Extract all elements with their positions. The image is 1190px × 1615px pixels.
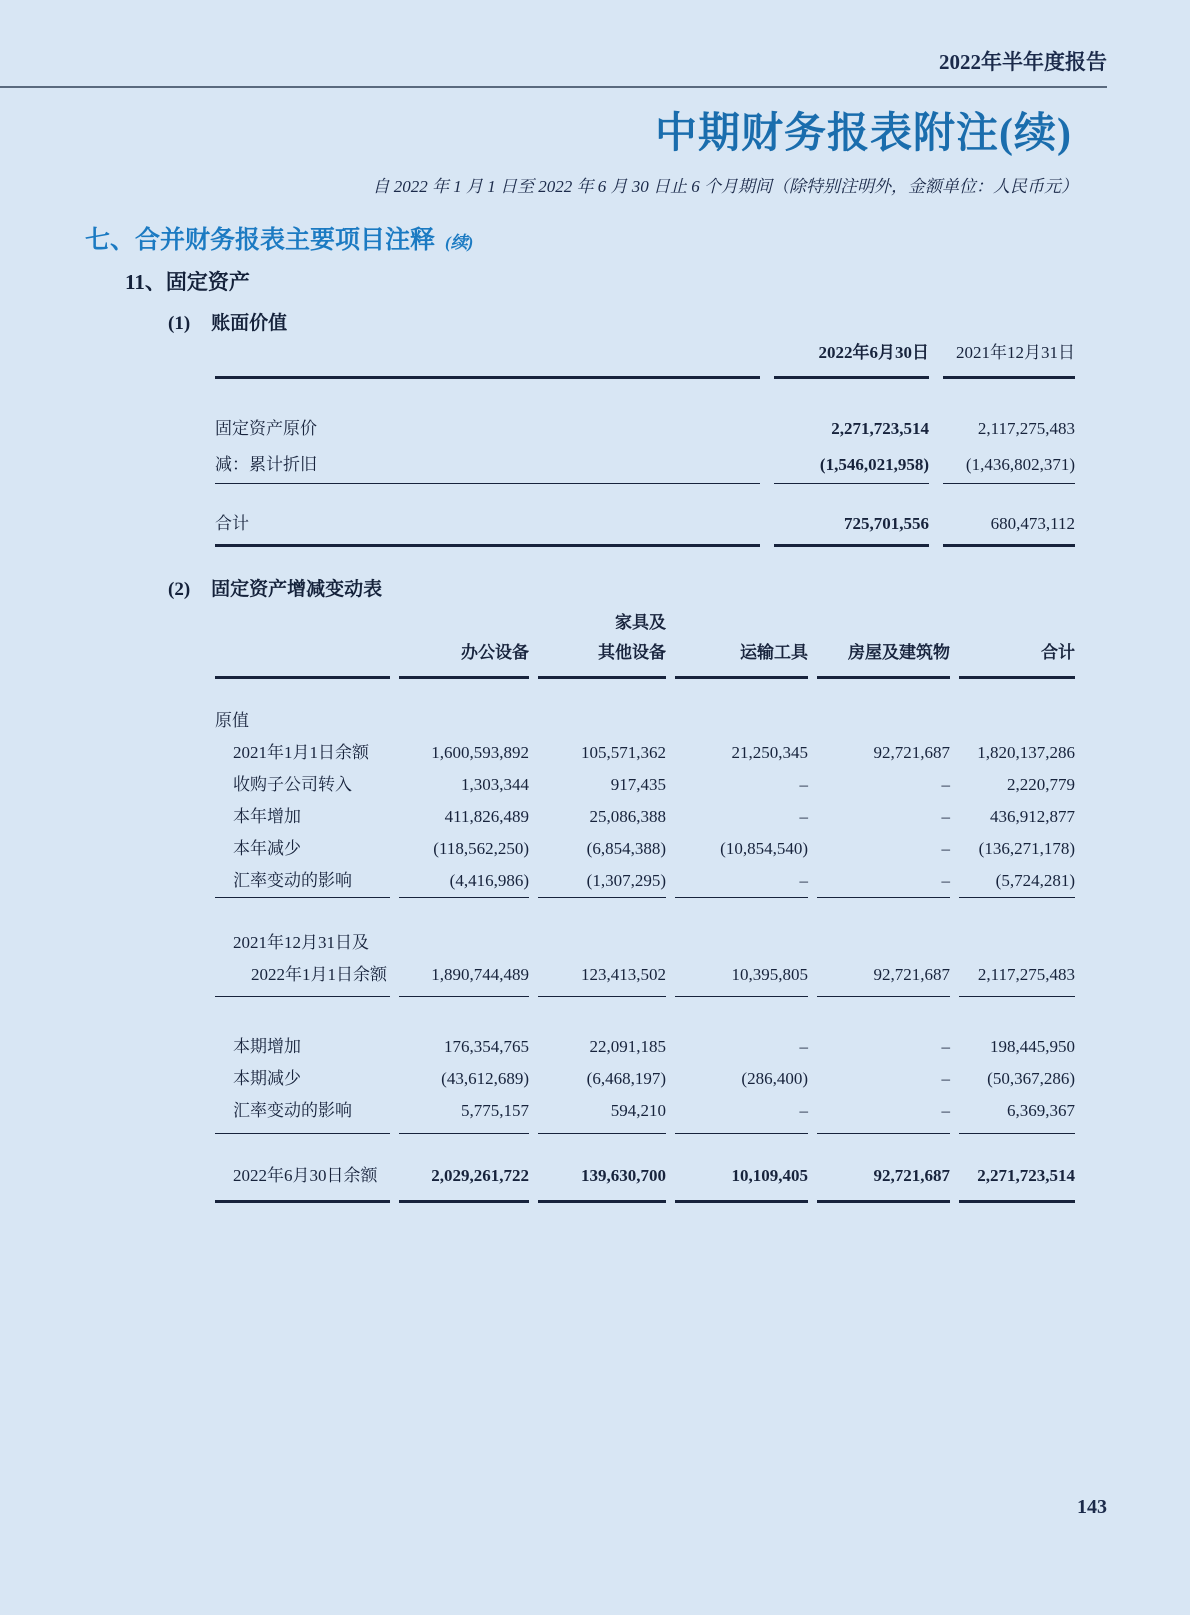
cell-value: 2,271,723,514 [831, 419, 929, 438]
table-row [215, 801, 1075, 833]
section-heading-text: 七、合并财务报表主要项目注释 [85, 227, 436, 254]
cell-value: 2,117,275,483 [977, 965, 1075, 984]
row-label: 本年减少 [233, 839, 301, 858]
cell-value: 25,086,388 [589, 807, 666, 826]
row-label: 本年增加 [233, 807, 301, 826]
table-closing-balance-row [215, 1158, 1075, 1200]
row-label: 原值 [215, 711, 249, 730]
table-row [215, 1031, 1075, 1063]
cell-value: – [941, 839, 950, 858]
table-header-group-row [215, 608, 1075, 638]
table-row [215, 411, 1075, 447]
cell-value: 5,775,157 [461, 1101, 529, 1120]
subsection-2-title: 固定资产增减变动表 [211, 579, 383, 600]
cell-value: 1,890,744,489 [431, 965, 529, 984]
cell-value: 2,117,275,483 [977, 419, 1075, 438]
table-rule [215, 483, 1075, 484]
cell-value: – [941, 1037, 950, 1056]
document-title: 中期财务报表附注(续) [655, 111, 1072, 157]
cell-value: 725,701,556 [844, 514, 929, 533]
table-rule [215, 897, 1075, 898]
column-header: 运输工具 [740, 643, 808, 662]
table-rule [215, 996, 1075, 997]
column-header: 合计 [1041, 643, 1075, 662]
table-row [215, 928, 1075, 958]
cell-value: – [941, 775, 950, 794]
cell-value: (1,546,021,958) [819, 455, 929, 474]
cell-value: (1,436,802,371) [965, 455, 1075, 474]
cell-value: 123,413,502 [581, 965, 666, 984]
cell-value: 6,369,367 [1007, 1101, 1075, 1120]
cell-value: 176,354,765 [444, 1037, 529, 1056]
carrying-value-table [215, 340, 1075, 547]
cell-value: (286,400) [741, 1069, 808, 1088]
report-header: 2022年半年度报告 [939, 50, 1107, 74]
item-heading: 11、固定资产 [125, 270, 250, 294]
cell-value: – [799, 1037, 808, 1056]
cell-value: 2,220,779 [1007, 775, 1075, 794]
table-header-row [215, 340, 1075, 376]
row-label: 汇率变动的影响 [233, 871, 352, 890]
row-label: 2022年6月30日余额 [233, 1166, 378, 1185]
table-row [215, 769, 1075, 801]
cell-value: 1,820,137,286 [977, 743, 1075, 762]
cell-value: – [941, 1069, 950, 1088]
table-rule [215, 676, 1075, 679]
cell-value: – [941, 807, 950, 826]
table-row [215, 1095, 1075, 1133]
cell-value: (1,307,295) [586, 871, 666, 890]
cell-value: (50,367,286) [987, 1069, 1075, 1088]
cell-value: 92,721,687 [873, 743, 950, 762]
cell-value: (136,271,178) [978, 839, 1075, 858]
cell-value: (43,612,689) [441, 1069, 529, 1088]
cell-value: 594,210 [610, 1101, 666, 1120]
table-row [215, 447, 1075, 483]
table-rule [215, 376, 1075, 379]
cell-value: 917,435 [610, 775, 666, 794]
table-row [215, 865, 1075, 897]
cell-value: 10,109,405 [731, 1166, 808, 1185]
row-label: 2022年1月1日余额 [251, 965, 387, 984]
row-label: 减：累计折旧 [215, 455, 317, 474]
document-subtitle: 自 2022 年 1 月 1 日至 2022 年 6 月 30 日止 6 个月期间（除特别注明外，金额单位：人民币元） [372, 177, 1078, 196]
cell-value: 1,600,593,892 [431, 743, 529, 762]
cell-value: 680,473,112 [990, 514, 1075, 533]
table-row [215, 1063, 1075, 1095]
table-rule [215, 544, 1075, 547]
table-row [215, 737, 1075, 769]
table-row [215, 833, 1075, 865]
column-header-prior: 2021年12月31日 [956, 343, 1075, 362]
table-spacer [215, 379, 1075, 411]
column-header-current: 2022年6月30日 [818, 343, 929, 362]
cell-value: 92,721,687 [873, 1166, 950, 1185]
subsection-2-heading [168, 574, 382, 601]
cell-value: – [799, 1101, 808, 1120]
table-row [215, 958, 1075, 996]
subsection-2-index: (2) [168, 579, 191, 600]
cell-value: 22,091,185 [589, 1037, 666, 1056]
column-header: 办公设备 [461, 643, 529, 662]
page-number: 143 [1077, 1496, 1107, 1518]
row-label: 2021年1月1日余额 [233, 743, 369, 762]
row-label: 合计 [215, 514, 249, 533]
cell-value: 411,826,489 [444, 807, 529, 826]
row-label: 本期减少 [233, 1069, 301, 1088]
subsection-1-heading [168, 308, 287, 335]
table-spacer [215, 898, 1075, 928]
row-label: 本期增加 [233, 1037, 301, 1056]
cell-value: (118,562,250) [433, 839, 529, 858]
cell-value: – [799, 775, 808, 794]
column-header: 房屋及建筑物 [848, 643, 950, 662]
subsection-1-title: 账面价值 [211, 313, 288, 334]
cell-value: 1,303,344 [461, 775, 529, 794]
column-group-header: 家具及 [615, 613, 666, 632]
row-label: 收购子公司转入 [233, 775, 352, 794]
subsection-1-index: (1) [168, 313, 191, 334]
cell-value: – [941, 871, 950, 890]
cell-value: 10,395,805 [731, 965, 808, 984]
row-label: 汇率变动的影响 [233, 1101, 352, 1120]
cell-value: 2,029,261,722 [431, 1166, 529, 1185]
cell-value: 2,271,723,514 [977, 1166, 1075, 1185]
table-spacer [215, 997, 1075, 1031]
section-heading-continued: (续) [445, 233, 474, 252]
row-label: 固定资产原价 [215, 419, 317, 438]
column-header: 其他设备 [598, 643, 666, 662]
cell-value: 139,630,700 [581, 1166, 666, 1185]
row-label: 2021年12月31日及 [233, 933, 369, 952]
table-spacer [215, 1134, 1075, 1158]
cell-value: – [799, 871, 808, 890]
table-spacer [215, 679, 1075, 705]
table-rule [215, 1200, 1075, 1203]
cell-value: 198,445,950 [990, 1037, 1075, 1056]
cell-value: 92,721,687 [873, 965, 950, 984]
cell-value: (10,854,540) [720, 839, 808, 858]
table-row [215, 705, 1075, 737]
table-spacer [215, 484, 1075, 504]
table-total-row [215, 504, 1075, 544]
cell-value: – [941, 1101, 950, 1120]
cell-value: (6,468,197) [586, 1069, 666, 1088]
table-rule [215, 1133, 1075, 1134]
header-spacer [215, 340, 760, 366]
cell-value: (5,724,281) [995, 871, 1075, 890]
cell-value: 436,912,877 [990, 807, 1075, 826]
movement-table [215, 608, 1075, 1203]
table-header-row [215, 638, 1075, 676]
section-heading [85, 220, 473, 256]
cell-value: (4,416,986) [449, 871, 529, 890]
cell-value: (6,854,388) [586, 839, 666, 858]
header-rule [0, 86, 1107, 88]
cell-value: – [799, 807, 808, 826]
cell-value: 105,571,362 [581, 743, 666, 762]
cell-value: 21,250,345 [731, 743, 808, 762]
